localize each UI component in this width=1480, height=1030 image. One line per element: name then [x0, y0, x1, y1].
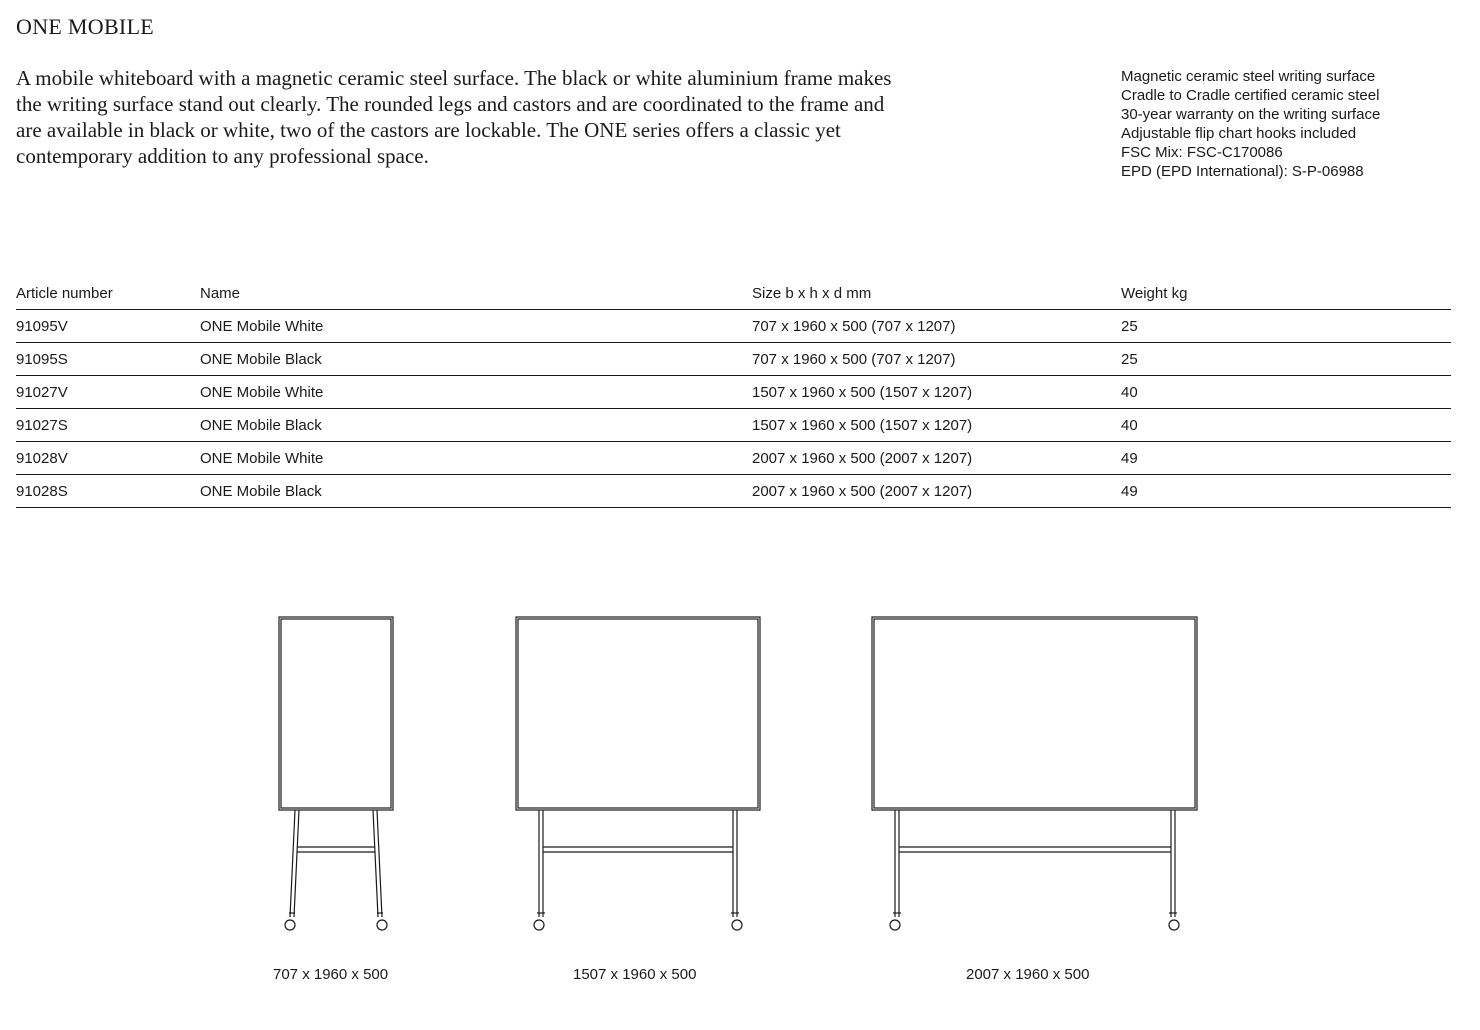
cell-size: 1507 x 1960 x 500 (1507 x 1207)	[752, 376, 1121, 409]
feature-item: FSC Mix: FSC-C170086	[1121, 144, 1283, 161]
feature-list	[1121, 67, 1461, 181]
cell-article-number: 91027S	[16, 409, 200, 442]
whiteboard-drawing-large	[872, 617, 1197, 930]
cell-article-number: 91028V	[16, 442, 200, 475]
cell-size: 1507 x 1960 x 500 (1507 x 1207)	[752, 409, 1121, 442]
cell-article-number: 91028S	[16, 475, 200, 508]
table-row	[16, 409, 1451, 442]
feature-item: EPD (EPD International): S-P-06988	[1121, 163, 1364, 180]
header-size: Size b x h x d mm	[752, 280, 1121, 310]
cell-name: ONE Mobile White	[200, 310, 752, 343]
cell-name: ONE Mobile Black	[200, 343, 752, 376]
cell-name: ONE Mobile Black	[200, 409, 752, 442]
cell-size: 2007 x 1960 x 500 (2007 x 1207)	[752, 442, 1121, 475]
cell-weight: 25	[1121, 310, 1451, 343]
cell-size: 707 x 1960 x 500 (707 x 1207)	[752, 343, 1121, 376]
cell-size: 707 x 1960 x 500 (707 x 1207)	[752, 310, 1121, 343]
cell-article-number: 91027V	[16, 376, 200, 409]
feature-item: 30-year warranty on the writing surface	[1121, 106, 1381, 123]
drawing-caption-small: 707 x 1960 x 500	[273, 966, 389, 983]
cell-article-number: 91095S	[16, 343, 200, 376]
feature-item: Adjustable flip chart hooks included	[1121, 125, 1357, 142]
cell-weight: 49	[1121, 475, 1451, 508]
cell-name: ONE Mobile Black	[200, 475, 752, 508]
whiteboard-drawing-medium	[516, 617, 760, 930]
whiteboard-drawings	[0, 600, 1480, 940]
cell-weight: 49	[1121, 442, 1451, 475]
cell-weight: 40	[1121, 376, 1451, 409]
cell-article-number: 91095V	[16, 310, 200, 343]
cell-weight: 25	[1121, 343, 1451, 376]
table-header-row	[16, 280, 1451, 310]
drawing-caption-medium: 1507 x 1960 x 500	[573, 966, 697, 983]
spec-table	[16, 280, 1451, 508]
header-name: Name	[200, 280, 752, 310]
header-weight: Weight kg	[1121, 280, 1451, 310]
cell-name: ONE Mobile White	[200, 376, 752, 409]
product-title: ONE MOBILE	[16, 14, 155, 39]
cell-name: ONE Mobile White	[200, 442, 752, 475]
table-row	[16, 376, 1451, 409]
table-row	[16, 442, 1451, 475]
table-row	[16, 343, 1451, 376]
table-row	[16, 310, 1451, 343]
drawing-caption-large: 2007 x 1960 x 500	[966, 966, 1090, 983]
product-description: A mobile whiteboard with a magnetic ceramic steel surface. The black or white aluminium frame makes the writing surface stand out clearly. The rounded legs and castors and are coordinated to the frame and are available in black or white, two of the castors are lockable. The ONE series offers a classic yet contemporary addition to any professional space.	[16, 66, 892, 168]
whiteboard-drawing-small	[279, 617, 393, 930]
feature-item: Cradle to Cradle certified ceramic steel	[1121, 87, 1380, 104]
cell-size: 2007 x 1960 x 500 (2007 x 1207)	[752, 475, 1121, 508]
table-row	[16, 475, 1451, 508]
cell-weight: 40	[1121, 409, 1451, 442]
feature-item: Magnetic ceramic steel writing surface	[1121, 68, 1376, 85]
header-article-number: Article number	[16, 280, 200, 310]
